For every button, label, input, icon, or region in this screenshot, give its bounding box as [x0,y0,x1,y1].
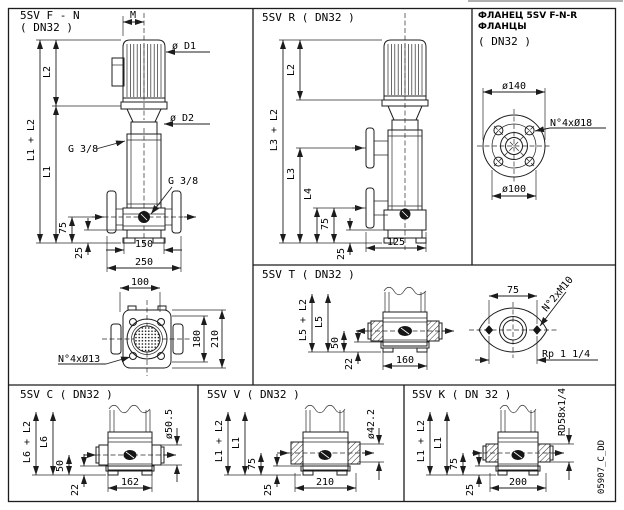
pump-base-view [84,405,176,475]
dimensions-side-view [26,10,210,272]
dim-50: 50 [55,459,66,473]
panel-5sv-k [412,388,574,496]
dim-180: 180 [192,329,203,349]
dim-d1: ø D1 [172,41,197,52]
panel-5sv-f-n [20,9,226,376]
dim-l2: L2 [286,63,297,77]
dim-l3: L3 [286,167,297,181]
panel-5sv-r [262,11,428,260]
dimensions [269,40,426,260]
dim-l1l2: L1 + L2 [26,118,37,162]
dim-d2: ø D2 [170,113,195,124]
dim-100: 100 [130,277,150,288]
dim-studs: N°2xM10 [540,274,576,315]
dim-m: M [129,10,137,21]
dim-dia: ø42.2 [366,408,377,440]
dim-l2: L2 [42,65,53,79]
dim-dia: ø50.5 [164,408,175,440]
pump-base-view [277,405,374,475]
dim-l5: L5 [314,315,325,329]
dim-250: 250 [134,257,154,268]
dim-l3l2: L3 + L2 [269,108,280,152]
document-number: 05907_C_DD [597,439,607,495]
stud-hole [534,326,541,334]
panel-5sv-t [262,268,598,370]
panel-subtitle: ( DN32 ) [478,35,531,48]
pump-bottom-view [58,277,226,376]
dim-holes: N°4xØ13 [58,354,101,365]
dim-25: 25 [74,246,85,260]
dim-140: ø140 [501,81,527,92]
dim-l5l2: L5 + L2 [298,298,309,342]
dim-l1l2: L1 + L2 [416,419,427,463]
panel-5sv-c [20,388,182,496]
dimensions [416,388,574,496]
dim-25: 25 [263,483,274,497]
dim-160: 160 [395,355,415,366]
dim-150: 150 [134,239,154,250]
dim-75: 75 [58,221,69,235]
dim-l6l2: L6 + L2 [22,420,33,464]
dim-100: ø100 [501,184,527,195]
panel-title: 5SV C ( DN32 ) [20,388,113,401]
dim-l4: L4 [303,187,314,201]
pump-side-view [352,13,428,250]
dim-g-side: G 3/8 [168,176,199,187]
panel-title: 5SV R ( DN32 ) [262,11,355,24]
fan-cover [134,326,160,352]
panel-5sv-v [207,388,384,496]
dimensions [22,409,182,496]
dim-210: 210 [315,477,335,488]
dim-l6: L6 [39,435,50,449]
dim-25: 25 [465,483,476,497]
panel-subtitle: ( DN32 ) [20,21,73,34]
dim-l1: L1 [42,165,53,179]
dim-thread: Rp 1 1/4 [542,349,591,360]
dim-l1: L1 [231,436,242,450]
dim-210: 210 [210,329,221,349]
dim-thread: RD58x1/4 [557,387,568,437]
stud-hole [486,326,493,334]
dim-200: 200 [508,477,528,488]
panel-title: 5SV F - N [20,9,80,22]
panel-title: 5SV K ( DN 32 ) [412,388,512,401]
dim-75: 75 [506,285,520,296]
pump-base-view [472,405,564,475]
dim-125: 125 [386,237,406,248]
dim-75: 75 [247,457,258,471]
dim-162: 162 [120,477,140,488]
panel-title-line2: ФЛАНЦЫ [478,22,527,32]
dim-l1l2: L1 + L2 [214,419,225,463]
panel-title: 5SV T ( DN32 ) [262,268,355,281]
dim-22: 22 [344,357,355,371]
dim-g-top: G 3/8 [68,144,99,155]
panel-flange-detail [477,11,606,200]
dim-22: 22 [70,483,81,497]
panel-title: 5SV V ( DN32 ) [207,388,300,401]
dim-holes: N°4xØ18 [550,118,593,129]
oval-flange-view [469,275,598,364]
dim-75: 75 [449,457,460,471]
dim-75: 75 [320,217,331,231]
flange-drawing [477,81,606,200]
terminal-box [112,58,124,86]
dim-25: 25 [336,247,347,261]
dim-50: 50 [330,336,341,350]
dim-l1: L1 [433,436,444,450]
panel-title-line1: ФЛАНЕЦ 5SV F-N-R [478,11,578,21]
